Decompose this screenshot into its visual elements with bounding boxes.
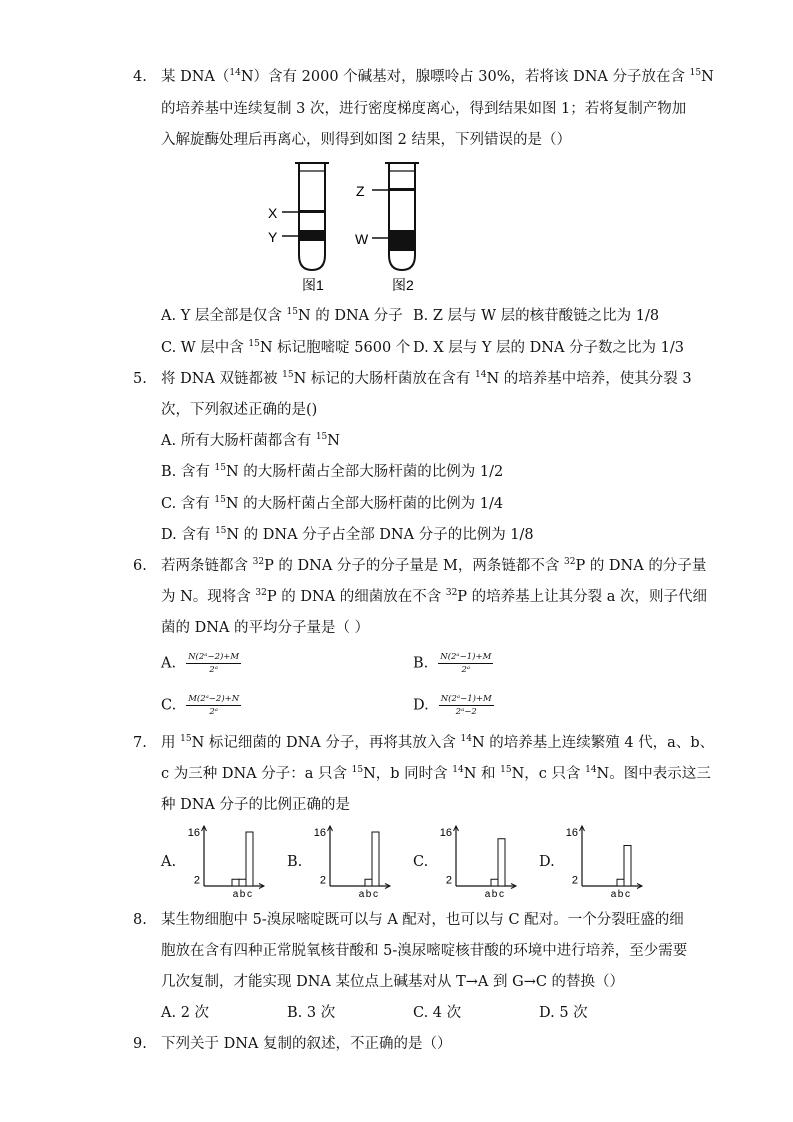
chart-a-bar-b (239, 879, 246, 886)
band-z (390, 188, 414, 191)
chart-b-bar-b (365, 879, 372, 886)
chart-a-category-b: b (239, 889, 246, 900)
chart-c-ytick-2: 2 (445, 874, 452, 887)
chart-d-category-b: b (617, 889, 624, 900)
question-8-option-c[interactable]: C. 4 次 (413, 1005, 462, 1021)
question-8-text-line1: 某生物细胞中 5-溴尿嘧啶既可以与 A 配对，也可以与 C 配对。一个分裂旺盛的细 (161, 912, 684, 928)
band-y (300, 230, 324, 241)
chart-a-bar-c (246, 832, 253, 886)
formula-c: $\frac{\text{M(2ᵃ−2)+N}}{\text{2ᵃ}}$ (188, 694, 240, 717)
question-8-option-b[interactable]: B. 3 次 (287, 1005, 336, 1021)
chart-a-category-c: c (247, 889, 252, 900)
question-8-option-d[interactable]: D. 5 次 (539, 1005, 588, 1021)
question-6-number: 6. (133, 558, 147, 574)
chart-c-ytick-16: 16 (439, 827, 452, 839)
chart-c-category-b: b (491, 889, 498, 900)
question-4-option-c[interactable]: C. W 层中含 $^{15}$N 标记胞嘧啶 5600 个 (161, 339, 411, 356)
chart-c-bar-b (491, 879, 498, 886)
chart-a-bar-a (232, 879, 239, 886)
chart-b-category-a: a (358, 889, 365, 900)
chart-d-ytick-2: 2 (571, 874, 578, 887)
chart-c-category-a: a (484, 889, 491, 900)
band-w (390, 230, 414, 251)
question-5-option-d[interactable]: D. 含有 $^{15}$N 的 DNA 分子占全部 DNA 分子的比例为 1/8 (161, 526, 534, 543)
question-7-option-d-label[interactable]: D. (539, 854, 555, 870)
question-7-text-line1: 用 $^{15}$N 标记细菌的 DNA 分子，再将其放入含 $^{14}$N 的培养基上连续繁殖 4 代，a、b、 (161, 734, 715, 751)
bar-chart-option-b (310, 820, 392, 900)
formula-a: $\frac{\text{N(2ᵃ−2)+M}}{\text{2ᵃ}}$ (188, 652, 240, 675)
question-4-option-a[interactable]: A. Y 层全部是仅含 $^{15}$N 的 DNA 分子 (161, 307, 403, 324)
label-y: Y (268, 229, 278, 245)
chart-a-category-a: a (232, 889, 239, 900)
chart-b-bar-c (372, 832, 379, 886)
question-8-number: 8. (133, 912, 147, 928)
bar-chart-option-a (184, 820, 266, 900)
question-8-text-line2: 胞放在含有四种正常脱氧核苷酸和 5-溴尿嘧啶核苷酸的环境中进行培养，至少需要 (161, 943, 688, 959)
chart-d-bar-b (617, 879, 624, 886)
chart-d-ytick-16: 16 (565, 827, 578, 839)
formula-b: $\frac{\text{N(2ᵃ−1)+M}}{\text{2ᵃ}}$ (440, 652, 492, 675)
figure-1-caption: 图1 (302, 277, 324, 293)
question-6-option-a[interactable]: A. $\frac{\text{N(2ᵃ−2)+M}}{\text{2ᵃ}}$ (161, 652, 240, 675)
question-8-option-a[interactable]: A. 2 次 (161, 1005, 210, 1021)
label-z: Z (356, 183, 365, 199)
test-tube-2 (355, 163, 419, 270)
question-6-text-line2: 为 N。现将含 $^{32}$P 的 DNA 的细菌放在不含 $^{32}$P 的培养基上让其分裂 a 次，则子代细 (161, 588, 708, 605)
question-7-option-b-label[interactable]: B. (287, 854, 303, 870)
formula-d: $\frac{\text{N(2ᵃ−1)+M}}{\text{2ᵃ−2}}$ (440, 694, 492, 717)
question-9-number: 9. (133, 1036, 147, 1052)
question-7-number: 7. (133, 735, 147, 751)
question-4-option-b[interactable]: B. Z 层与 W 层的核苷酸链之比为 1/8 (413, 308, 660, 324)
bar-chart-option-d (562, 820, 644, 900)
question-9-text-line1: 下列关于 DNA 复制的叙述，不正确的是（） (161, 1036, 452, 1052)
question-5-option-b[interactable]: B. 含有 $^{15}$N 的大肠杆菌占全部大肠杆菌的比例为 1/2 (161, 463, 504, 480)
question-5-option-c[interactable]: C. 含有 $^{15}$N 的大肠杆菌占全部大肠杆菌的比例为 1/4 (161, 495, 504, 512)
question-7-text-line3: 种 DNA 分子的比例正确的是 (161, 797, 351, 813)
question-5-number: 5. (133, 371, 147, 387)
chart-b-ytick-16: 16 (313, 827, 326, 839)
chart-b-ytick-2: 2 (319, 874, 326, 887)
question-5-option-a[interactable]: A. 所有大肠杆菌都含有 $^{15}$N (161, 432, 340, 449)
label-x: X (268, 205, 278, 221)
question-4-text-line1: 某 DNA（$^{14}$N）含有 2000 个碱基对，腺嘌呤占 30%，若将该 DNA 分子放在含 $^{15}$N (161, 68, 714, 85)
question-7-option-c-label[interactable]: C. (413, 854, 429, 870)
chart-d-category-a: a (610, 889, 617, 900)
figure-2-caption: 图2 (392, 277, 414, 293)
chart-d-category-c: c (625, 889, 630, 900)
question-8-text-line3: 几次复制，才能实现 DNA 某位点上碱基对从 T→A 到 G→C 的替换（） (161, 974, 625, 990)
question-6-option-b[interactable]: B. $\frac{\text{N(2ᵃ−1)+M}}{\text{2ᵃ}}$ (413, 652, 492, 675)
band-x (300, 210, 324, 213)
question-6-text-line3: 菌的 DNA 的平均分子量是（ ） (161, 620, 370, 636)
test-tube-1 (268, 163, 329, 270)
question-6-text-line1: 若两条链都含 $^{32}$P 的 DNA 分子的分子量是 M，两条链都不含 $^{32}$P 的 DNA 的分子量 (161, 557, 707, 574)
question-6-option-d[interactable]: D. $\frac{\text{N(2ᵃ−1)+M}}{\text{2ᵃ−2}}$ (413, 694, 492, 717)
chart-a-ytick-16: 16 (187, 827, 200, 839)
chart-c-bar-c (498, 839, 505, 886)
question-4-option-d[interactable]: D. X 层与 Y 层的 DNA 分子数之比为 1/3 (413, 340, 684, 356)
question-4-text-line2: 的培养基中连续复制 3 次，进行密度梯度离心，得到结果如图 1；若将复制产物加 (161, 101, 687, 117)
question-4-number: 4. (133, 69, 147, 85)
question-7-option-a-label[interactable]: A. (161, 854, 177, 870)
chart-a-ytick-2: 2 (193, 874, 200, 887)
chart-b-category-b: b (365, 889, 372, 900)
question-5-text-line2: 次，下列叙述正确的是() (161, 402, 318, 418)
centrifuge-tubes-figure (262, 158, 432, 298)
question-4-text-line3: 入解旋酶处理后再离心，则得到如图 2 结果，下列错误的是（） (161, 132, 571, 148)
bar-chart-option-c (436, 820, 518, 900)
chart-b-category-c: c (373, 889, 378, 900)
question-7-text-line2: c 为三种 DNA 分子：a 只含 $^{15}$N，b 同时含 $^{14}$N 和 $^{15}$N，c 只含 $^{14}$N。图中表示这三 (161, 765, 711, 782)
chart-d-bar-c (624, 846, 631, 887)
question-6-option-c[interactable]: C. $\frac{\text{M(2ᵃ−2)+N}}{\text{2ᵃ}}$ (161, 694, 240, 717)
chart-c-category-c: c (499, 889, 504, 900)
label-w: W (355, 231, 369, 247)
question-5-text-line1: 将 DNA 双链都被 $^{15}$N 标记的大肠杆菌放在含有 $^{14}$N 的培养基中培养，使其分裂 3 (161, 370, 692, 387)
